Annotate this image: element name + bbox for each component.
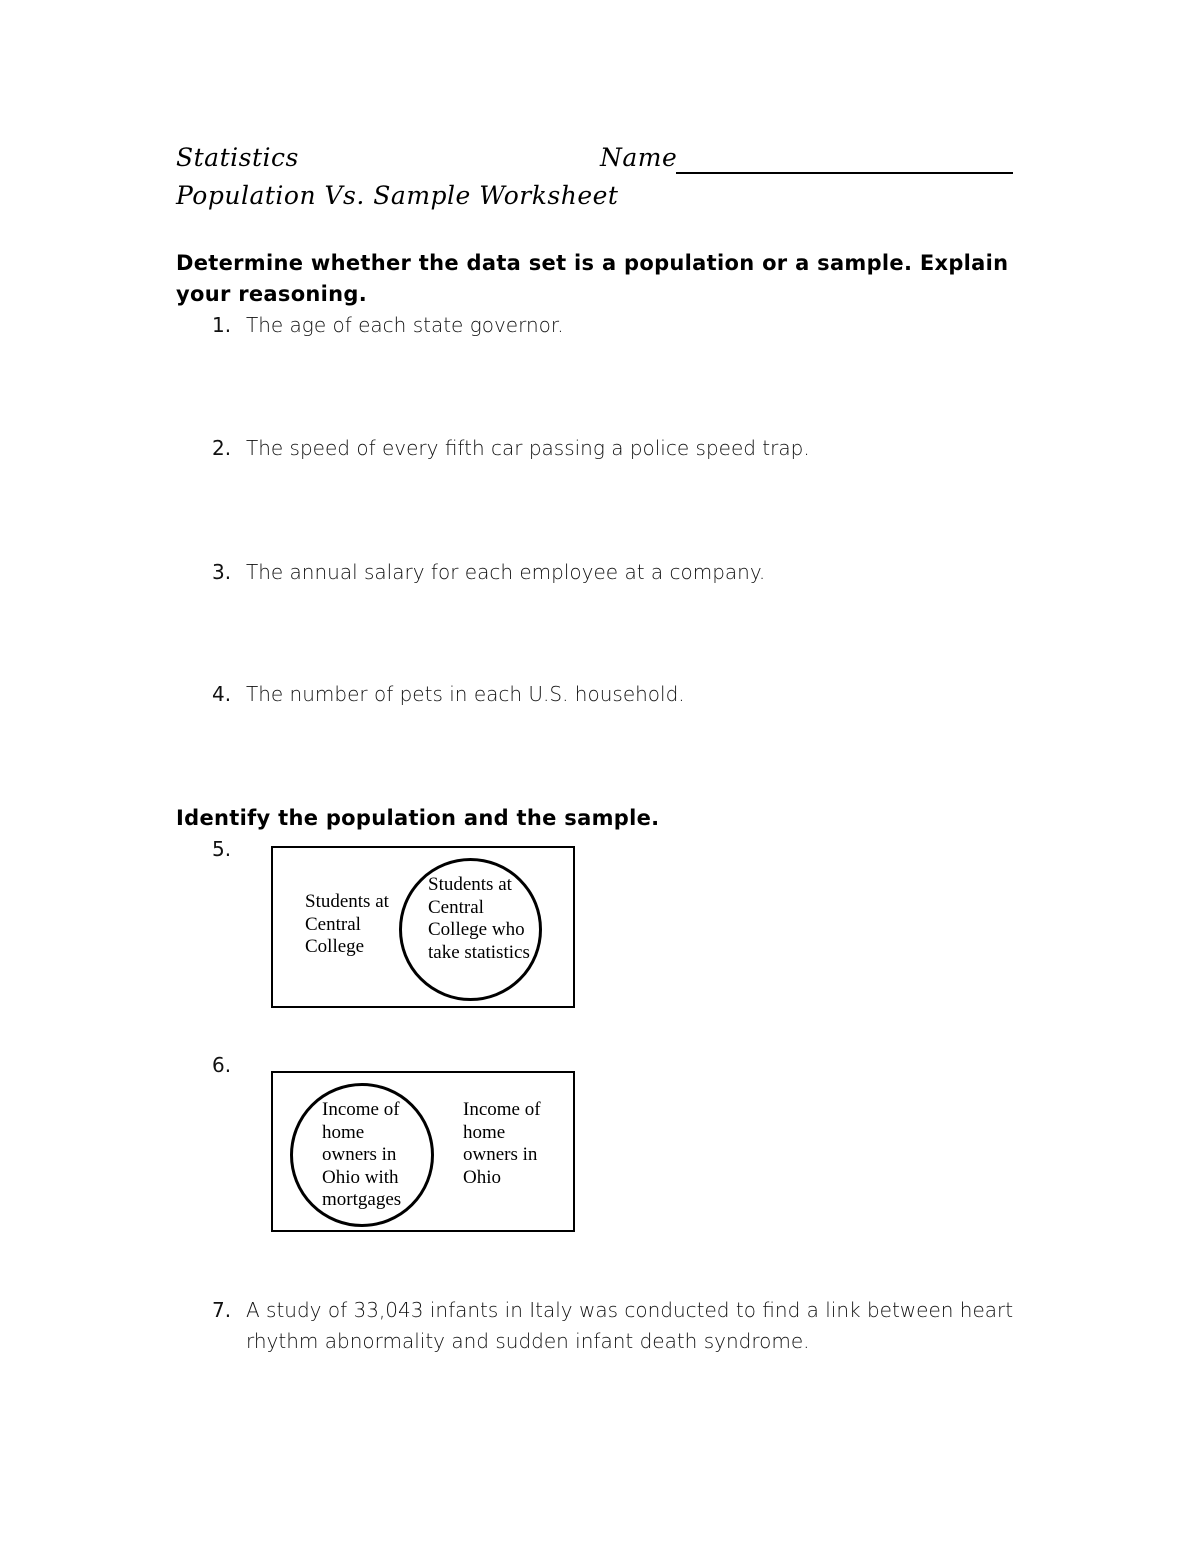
question-3-text: The annual salary for each employee at a company. (246, 560, 766, 584)
section2-instruction: Identify the population and the sample. (176, 806, 660, 830)
question-7-text-cont: rhythm abnormality and sudden infant death syndrome. (246, 1329, 810, 1353)
section1-instruction-cont: your reasoning. (176, 282, 368, 306)
venn-diagram-5 (271, 846, 575, 1008)
question-5-number: 5. (212, 837, 232, 861)
question-4-number: 4. (212, 682, 232, 706)
question-3-number: 3. (212, 560, 232, 584)
venn-6-population-label: Income of home owners in Ohio (463, 1099, 541, 1188)
worksheet-title: Population Vs. Sample Worksheet (176, 181, 619, 210)
venn-5-population-label: Students at Central College (305, 891, 389, 957)
name-field[interactable] (676, 172, 1013, 174)
venn-5-sample-label: Students at Central College who take statistics (428, 874, 530, 963)
question-2-number: 2. (212, 436, 232, 460)
question-2-text: The speed of every fifth car passing a police speed trap. (246, 436, 810, 460)
subject-title: Statistics (176, 143, 299, 172)
question-4-text: The number of pets in each U.S. household. (246, 682, 685, 706)
question-7-number: 7. (212, 1298, 232, 1322)
question-1-text: The age of each state governor. (246, 313, 564, 337)
section1-instruction: Determine whether the data set is a population or a sample. Explain (176, 251, 1009, 275)
name-label: Name (600, 143, 678, 172)
question-6-number: 6. (212, 1053, 232, 1077)
question-1-number: 1. (212, 313, 232, 337)
question-7-text: A study of 33,043 infants in Italy was conducted to find a link between heart (246, 1298, 1014, 1322)
venn-diagram-6 (271, 1071, 575, 1232)
venn-6-sample-label: Income of home owners in Ohio with mortgages (322, 1099, 402, 1210)
